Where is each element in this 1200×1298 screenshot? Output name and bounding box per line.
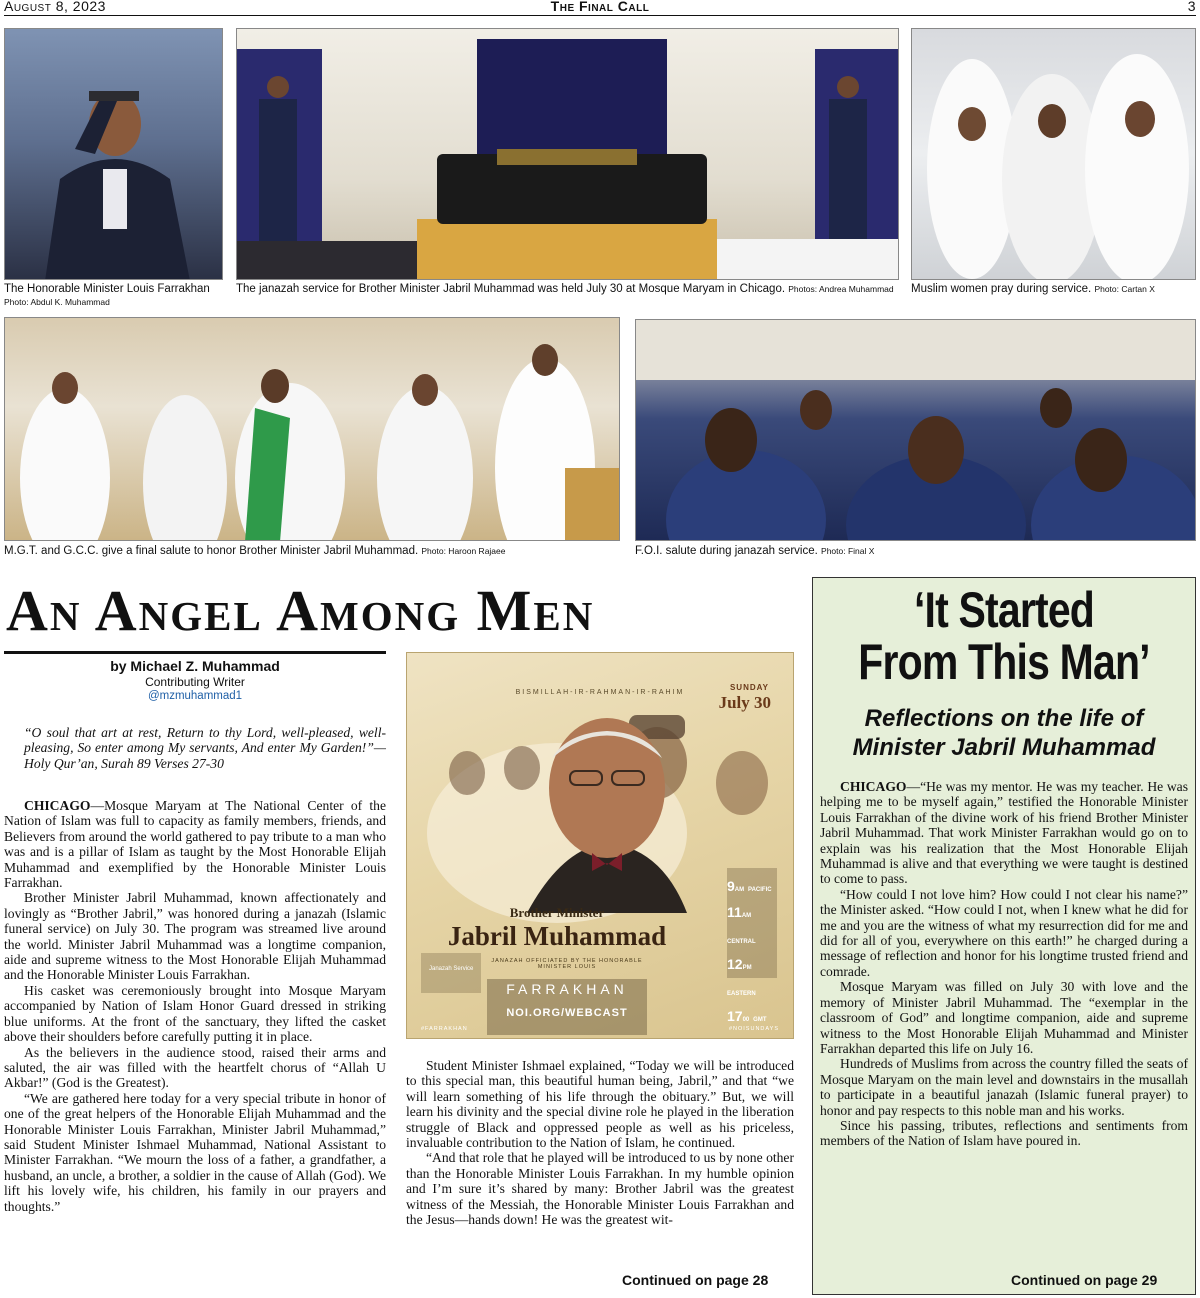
poster-date: July 30 [718, 693, 771, 712]
casket-scene-icon [237, 29, 899, 280]
issue-date: August 8, 2023 [4, 0, 106, 14]
epigraph-quote: “O soul that art at rest, Return to thy Lord, well-pleased, well-pleasing, So enter among My servants, And enter My Garden!”—Holy Qur’an, Surah 89 Verses 27-30 [24, 725, 386, 771]
poster-bismillah: BISMILLAH-IR-RAHMAN-IR-RAHIM [515, 689, 685, 696]
poster-name: Jabril Muhammad [447, 921, 667, 951]
caption-foi-salute: F.O.I. salute during janazah service. Photo: Final X [635, 545, 875, 557]
poster-officiated: JANAZAH OFFICIATED BY THE HONORABLE MINISTER LOUIS [491, 958, 643, 970]
poster-times [727, 875, 773, 1031]
article-column-2 [406, 1058, 794, 1227]
dateline: CHICAGO [24, 798, 91, 813]
author: by Michael Z. Muhammad [110, 658, 280, 674]
sidebar-title: ‘It Started From This Man’ [858, 582, 1150, 690]
paragraph: “And that role that he played will be introduced to us by none other than the Honorable Minister Louis Farrakhan. In my humble opinion and I’m sure it’s shared by many: Brother Jabril was the greatest witness of the Messiah, the Honorable Minister Louis Farrakhan and the Jesus—hands down! He was the greatest wit- [406, 1150, 794, 1228]
poster-time: 12PM EASTERN [727, 956, 756, 997]
dateline: CHICAGO [840, 779, 907, 794]
sidebar-body [820, 779, 1188, 1149]
mgt-salute-icon [5, 318, 620, 541]
headline-rule [4, 651, 386, 654]
paragraph: “How could I not love him? How could I not clear his name?” the Minister asked. “How could I not, when I knew what he did for me and you are the witness of what my resurrection did for me and did for all of you, everywhere on this earth!” he charged during a message of reflection and honor for his longtime trusted friend and comrade. [820, 886, 1188, 979]
poster-hashtag-right: #NOISUNDAYS [728, 1026, 779, 1032]
photo-women-pray [911, 28, 1196, 280]
photo-credit: Photos: Andrea Muhammad [788, 284, 894, 294]
newspaper-name: The Final Call [550, 0, 650, 14]
page-number: 3 [1187, 0, 1196, 14]
women-praying-icon [912, 29, 1196, 280]
caption-casket: The janazah service for Brother Minister Jabril Muhammad was held July 30 at Mosque Maryam in Chicago. Photos: Andrea Muhammad [236, 283, 894, 295]
masthead [4, 0, 1196, 16]
paragraph: CHICAGO—“He was my mentor. He was my teacher. He was helping me to be myself again,” testified the Honorable Minister Louis Farrakhan of the divine work of his friend Brother Minister Jabril Muhammad. That work Minister Farrakhan would go on to explain was his realization that the Most Honorable Elijah Muhammad is alive and that everything we were taught is destined to come to pass. [820, 779, 1188, 887]
photo-farrakhan-salute [4, 28, 223, 280]
continued-page-28[interactable]: Continued on page 28 [622, 1272, 769, 1288]
poster-subtitle: Brother Minister [509, 905, 605, 920]
caption-women-pray: Muslim women pray during service. Photo: Cartan X [911, 283, 1155, 295]
paragraph: Hundreds of Muslims from across the country filled the seats of Mosque Maryam on the main level and downstairs in the musallah to participate in a beautiful janazah (Islamic funeral prayer) to honor and pay respects to this noble man and his works. [820, 1056, 1188, 1118]
author-role: Contributing Writer [145, 675, 245, 689]
foi-salute-icon [636, 320, 1196, 541]
photo-mgt-salute [4, 317, 620, 541]
poster-time: 11AM CENTRAL [727, 904, 756, 945]
caption-farrakhan: The Honorable Minister Louis Farrakhan Photo: Abdul K. Muhammad [4, 283, 210, 307]
author-handle[interactable]: @mzmuhammad1 [147, 690, 243, 702]
paragraph: “We are gathered here today for a very special tribute in honor of one of the great helpers of the Honorable Elijah Muhammad and the Honorable Minister Louis Farrakhan, Minister Jabril Muhammad,” said Student Minister Ishmael Muhammad, National Assistant to Minister Farrakhan. “We mourn the loss of a father, a grandfather, a husband, an uncle, a brother, a soldier in the cause of Allah (God). We lift his lovely wife, his children, his family in our prayers and thoughts.” [4, 1090, 386, 1214]
poster-website[interactable]: NOI.ORG/WEBCAST [506, 1007, 628, 1019]
photo-credit: Photo: Cartan X [1094, 284, 1155, 294]
photo-foi-salute [635, 319, 1196, 541]
photo-credit: Photo: Haroon Rajaee [421, 546, 506, 556]
photo-credit: Photo: Final X [821, 546, 875, 556]
article-column-1 [4, 798, 386, 1214]
continued-page-29[interactable]: Continued on page 29 [1011, 1272, 1158, 1288]
poster-officiant: FARRAKHAN [506, 981, 628, 997]
poster-time: 9AM PACIFIC [727, 878, 772, 894]
paragraph: CHICAGO—Mosque Maryam at The National Center of the Nation of Islam was full to capacity as family members, friends, and Believers from around the world gathered to pay tribute to a man who was and is a pillar of Islam as taught by the Most Honorable Elijah Muhammad and exemplified by the Honorable Minister Louis Farrakhan. [4, 798, 386, 891]
paragraph: Student Minister Ishmael explained, “Today we will be introduced to this special man, this beautiful human being, Jabril,” and that “we will learn something of his life through the obituary.” But, we will learn his divinity and the special divine role he played in the liberation struggle of Black and oppressed people as well as his priceless, invaluable contribution to the Nation of Islam, he continued. [406, 1058, 794, 1151]
sidebar-box [812, 577, 1196, 1295]
paragraph: As the believers in the audience stood, raised their arms and saluted, the air was filled with the heartfelt chorus of “Allah U Akbar!” (God is the Greatest). [4, 1044, 386, 1091]
sidebar-subtitle: Reflections on the life of Minister Jabril Muhammad [852, 705, 1156, 761]
byline [4, 658, 386, 703]
poster-service-label: Janazah Service [429, 966, 474, 972]
paragraph: His casket was ceremoniously brought into Mosque Maryam accompanied by Nation of Islam Honor Guard dressed in striking blue uniforms. At the front of the sanctuary, they lifted the casket above their shoulders before carefully putting it in place. [4, 982, 386, 1045]
photo-credit: Photo: Abdul K. Muhammad [4, 297, 110, 307]
poster-day: SUNDAY [729, 683, 769, 692]
paragraph: Mosque Maryam was filled on July 30 with love and the memory of Minister Jabril Muhammad. The “exemplar in the classroom of God” and longtime companion, aide and supreme witness to the Most Honorable Elijah Muhammad and Minister Farrakhan departed this life on July 16. [820, 979, 1188, 1056]
photo-casket-honor-guard [236, 28, 899, 280]
farrakhan-figure-icon [5, 29, 223, 280]
poster-hashtag-left: #FARRAKHAN [421, 1026, 468, 1032]
article-headline: An Angel Among Men [6, 578, 595, 643]
paragraph: Brother Minister Jabril Muhammad, known affectionately and lovingly as “Brother Jabril,” was honored during a janazah (Islamic funeral service) on July 30. The program was streamed live around the world. Minister Jabril Muhammad was a longtime companion, aide and supreme witness to the Most Honorable Elijah Muhammad and the Honorable Minister Louis Farrakhan. [4, 890, 386, 983]
janazah-poster [406, 652, 794, 1039]
paragraph: Since his passing, tributes, reflections and sentiments from members of the Nation of Islam have poured in. [820, 1117, 1188, 1149]
poster-time: 1700 GMT [727, 1008, 767, 1024]
caption-mgt-salute: M.G.T. and G.C.C. give a final salute to honor Brother Minister Jabril Muhammad. Photo: Haroon Rajaee [4, 545, 506, 557]
